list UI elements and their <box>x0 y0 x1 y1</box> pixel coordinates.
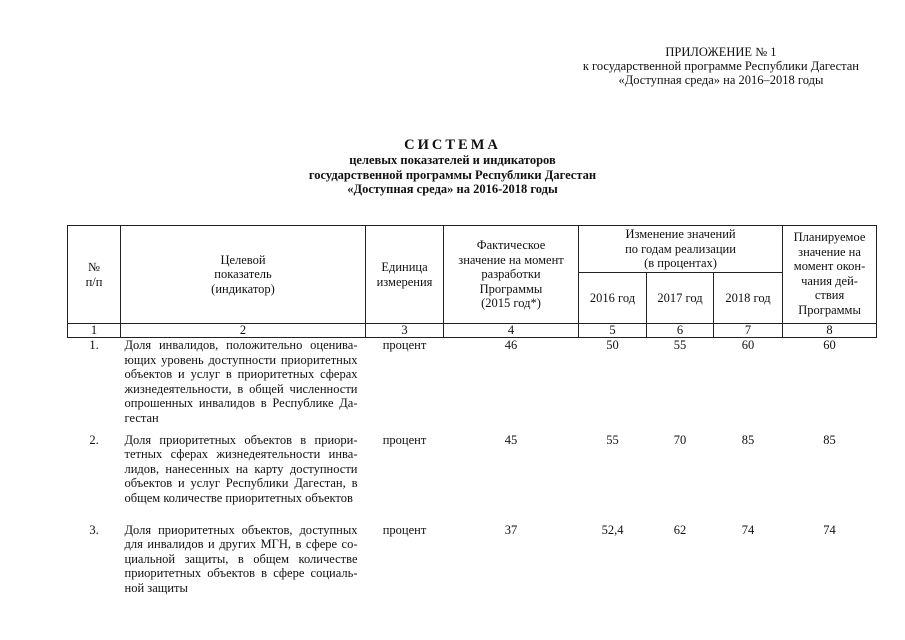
row-2016: 55 <box>606 432 619 447</box>
title-main: СИСТЕМА <box>404 137 501 153</box>
header-no: № п/п <box>68 226 121 324</box>
row-2018: 60 <box>741 338 755 352</box>
header-year-2017: 2017 год <box>647 273 714 324</box>
appendix-line: «Доступная среда» на 2016–2018 годы <box>618 73 824 87</box>
appendix-line: к государственной программе Республики Дагестан <box>582 59 859 73</box>
row-2018: 85 <box>741 432 755 447</box>
row-2018: 74 <box>741 522 755 537</box>
document-title <box>0 137 905 197</box>
header-unit: Единица измерения <box>366 226 444 324</box>
row-unit: процент <box>382 522 427 537</box>
row-2016: 52,4 <box>601 522 624 537</box>
row-number: 3. <box>89 522 99 537</box>
header-year-2016: 2016 год <box>579 273 647 324</box>
column-number: 3 <box>366 324 444 338</box>
row-2017: 70 <box>673 432 687 447</box>
row-actual: 46 <box>504 338 518 352</box>
column-number: 4 <box>444 324 579 338</box>
row-2017: 62 <box>673 522 687 537</box>
row-planned: 85 <box>823 432 836 447</box>
title-subtitle: «Доступная среда» на 2016-2018 годы <box>347 182 558 196</box>
row-2016: 50 <box>606 338 619 352</box>
column-number: 1 <box>68 324 121 338</box>
table-row <box>68 433 877 523</box>
row-actual: 37 <box>504 522 518 537</box>
row-2017: 55 <box>673 338 687 352</box>
header-change: Изменение значений по годам реализации (в процентах) <box>579 226 783 273</box>
indicators-table <box>67 225 877 603</box>
table-row <box>68 523 877 603</box>
row-actual: 45 <box>504 432 518 447</box>
row-number: 2. <box>89 432 99 447</box>
row-indicator: Доля приоритетных объектов в приори-тетных сферах жизнедеятельности инва-лидов, нанесенных на карту доступности объектов и услуг Республики Дагестан, в общем количестве приоритетных объектов <box>124 432 358 505</box>
row-planned: 74 <box>823 522 836 537</box>
title-subtitle: целевых показателей и индикаторов <box>349 153 556 167</box>
row-number: 1. <box>89 338 99 352</box>
row-unit: процент <box>382 432 427 447</box>
column-number: 2 <box>121 324 366 338</box>
column-number: 7 <box>714 324 783 338</box>
appendix-caption <box>583 45 859 87</box>
header-actual: Фактическое значение на момент разработки Программы (2015 год*) <box>444 226 579 324</box>
row-indicator: Доля приоритетных объектов, доступных для инвалидов и других МГН, в сфере со-циальной защиты, в общем количестве приоритетных объектов в сфере социаль-ной защиты <box>124 522 358 595</box>
column-number: 8 <box>783 324 877 338</box>
title-subtitle: государственной программы Республики Дагестан <box>308 167 597 182</box>
row-indicator: Доля инвалидов, положительно оценива-ющих уровень доступности приоритетных объектов и услуг в приоритетных сферах жизнедеятельности, в общей численности опрошенных инвалидов в Республике Да-гестан <box>124 338 358 425</box>
column-number: 5 <box>579 324 647 338</box>
row-planned: 60 <box>823 338 836 352</box>
header-indicator: Целевой показатель (индикатор) <box>121 226 366 324</box>
appendix-title: ПРИЛОЖЕНИЕ № 1 <box>665 45 777 59</box>
row-unit: процент <box>382 338 427 352</box>
column-number: 6 <box>647 324 714 338</box>
header-year-2018: 2018 год <box>714 273 783 324</box>
table-row <box>68 338 877 433</box>
header-planned: Планируемое значение на момент окон- чания дей- ствия Программы <box>783 226 877 324</box>
